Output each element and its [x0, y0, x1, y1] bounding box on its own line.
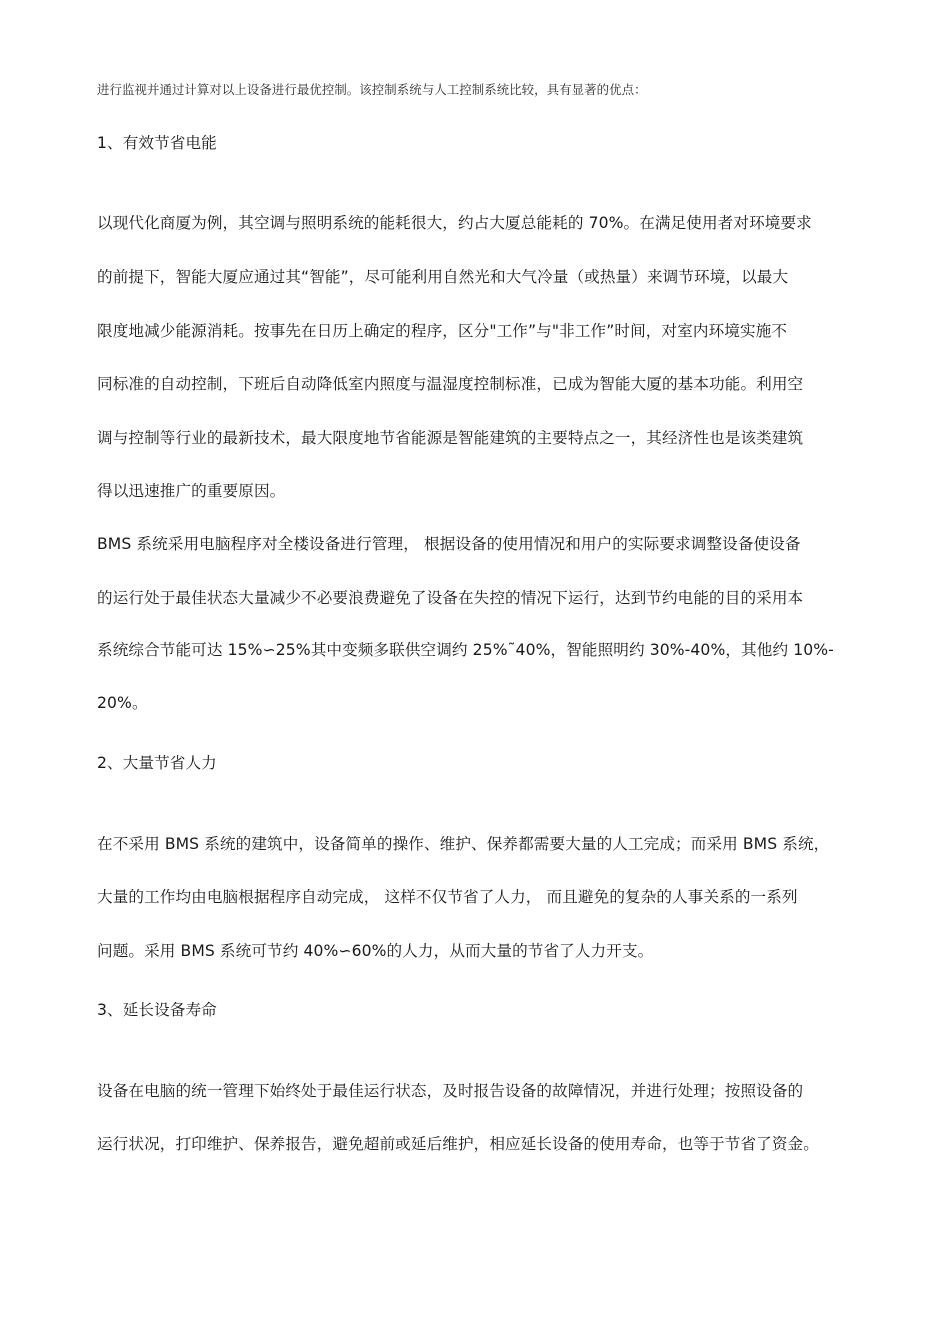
section-2-para-1-line-1: 在不采用 BMS 系统的建筑中，设备简单的操作、维护、保养都需要大量的人工完成；而采用 BMS 系统， [97, 835, 830, 853]
section-2-heading: 2、大量节省人力 [97, 754, 217, 772]
section-1-para-2-line-4: 20%。 [97, 694, 148, 712]
section-1-para-1-line-5: 调与控制等行业的最新技术，最大限度地节省能源是智能建筑的主要特点之一，其经济性也是该类建筑 [97, 429, 804, 447]
section-3-para-1-line-1: 设备在电脑的统一管理下始终处于最佳运行状态，及时报告设备的故障情况，并进行处理；按照设备的 [97, 1082, 804, 1100]
section-2-para-1-line-2: 大量的工作均由电脑根据程序自动完成， 这样不仅节省了人力， 而且避免的复杂的人事关系的一系列 [97, 888, 798, 906]
section-1-para-1-line-6: 得以迅速推广的重要原因。 [97, 482, 286, 500]
section-1-para-2-line-2: 的运行处于最佳状态大量减少不必要浪费避免了设备在失控的情况下运行，达到节约电能的目的采用本 [97, 589, 804, 607]
section-1-para-1-line-4: 同标准的自动控制，下班后自动降低室内照度与温湿度控制标准，已成为智能大厦的基本功能。利用空 [97, 375, 804, 393]
section-1-para-2-line-3: 系统综合节能可达 15%∽25%其中变频多联供空调约 25%˜40%，智能照明约 30%-40%，其他约 10%- [97, 641, 834, 659]
section-2-para-1-line-3: 问题。采用 BMS 系统可节约 40%∽60%的人力，从而大量的节省了人力开支。 [97, 942, 654, 960]
intro-text: 进行监视并通过计算对以上设备进行最优控制。该控制系统与人工控制系统比较，具有显著的优点： [97, 82, 647, 97]
section-1-para-1-line-1: 以现代化商厦为例，其空调与照明系统的能耗很大，约占大厦总能耗的 70%。在满足使用者对环境要求 [97, 214, 812, 232]
section-1-para-1-line-3: 限度地减少能源消耗。按事先在日历上确定的程序，区分"工作”与"非工作”时间，对室内环境实施不 [97, 322, 788, 340]
section-1-para-1-line-2: 的前提下，智能大厦应通过其“智能”，尽可能利用自然光和大气冷量（或热量）来调节环境，以最大 [97, 268, 789, 286]
section-3-para-1-line-2: 运行状况，打印维护、保养报告，避免超前或延后维护，相应延长设备的使用寿命，也等于节省了资金。 [97, 1135, 819, 1153]
section-1-para-2-line-1: BMS 系统采用电脑程序对全楼设备进行管理， 根据设备的使用情况和用户的实际要求调整设备使设备 [97, 535, 801, 553]
section-3-heading: 3、延长设备寿命 [97, 1001, 217, 1019]
section-1-heading: 1、有效节省电能 [97, 134, 217, 152]
